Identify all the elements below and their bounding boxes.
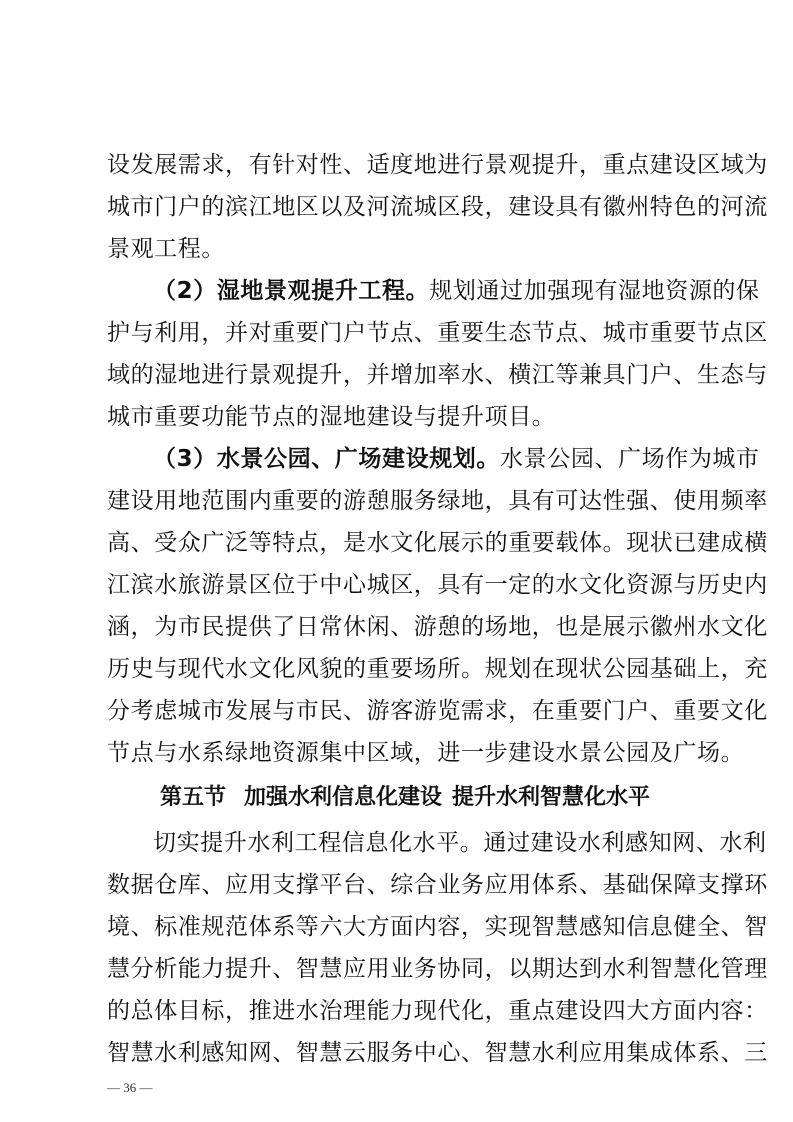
subsection-lead: （2）湿地景观提升工程。 [153,278,430,304]
paragraph-text: 规划通过加强现有湿地资源的保 [429,278,760,304]
section-heading [160,778,700,818]
section-title-part2: 提升水利智慧化水平 [452,785,651,810]
paragraph-line: 慧分析能力提升、智慧应用业务协同，以期达到水利智慧化管理 [107,956,768,982]
paragraph-text: 水景公园、广场作为城市 [500,446,760,472]
page-number: — 36 — [107,1080,153,1095]
paragraph-line: 景观工程。 [107,236,225,262]
paragraph-line: 建设用地范围内重要的游憩服务绿地，具有可达性强、使用频率 [107,488,768,514]
paragraph-line: 境、标准规范体系等六大方面内容，实现智慧感知信息健全、智 [107,914,768,940]
paragraph-line: 域的湿地进行景观提升，并增加率水、横江等兼具门户、生态与 [107,362,768,388]
paragraph-line: 设发展需求，有针对性、适度地进行景观提升，重点建设区域为 [107,152,768,178]
paragraph-line: 护与利用，并对重要门户节点、重要生态节点、城市重要节点区 [107,320,768,346]
paragraph-line: 切实提升水利工程信息化水平。通过建设水利感知网、水利 [153,830,767,856]
section-number: 第五节 [160,785,227,810]
paragraph-line: 节点与水系绿地资源集中区域，进一步建设水景公园及广场。 [107,740,745,766]
paragraph-line: 涵，为市民提供了日常休闲、游憩的场地，也是展示徽州水文化 [107,614,768,640]
paragraph-line: 城市门户的滨江地区以及河流城区段，建设具有徽州特色的河流 [107,194,768,220]
paragraph-line: 高、受众广泛等特点，是水文化展示的重要载体。现状已建成横 [107,530,768,556]
paragraph-line [153,271,760,311]
paragraph-line: 数据仓库、应用支撑平台、综合业务应用体系、基础保障支撑环 [107,872,768,898]
paragraph-line: 历史与现代水文化风貌的重要场所。规划在现状公园基础上，充 [107,656,768,682]
paragraph-line: 分考虑城市发展与市民、游客游览需求，在重要门户、重要文化 [107,698,768,724]
paragraph-line: 江滨水旅游景区位于中心城区，具有一定的水文化资源与历史内 [107,572,768,598]
subsection-lead: （3）水景公园、广场建设规划。 [153,446,501,472]
paragraph-line: 的总体目标，推进水治理能力现代化，重点建设四大方面内容： [107,998,768,1024]
section-title-part1: 加强水利信息化建设 [244,785,443,810]
paragraph-line: 城市重要功能节点的湿地建设与提升项目。 [107,404,556,430]
paragraph-line [153,439,760,479]
paragraph-line: 智慧水利感知网、智慧云服务中心、智慧水利应用集成体系、三 [107,1040,768,1066]
